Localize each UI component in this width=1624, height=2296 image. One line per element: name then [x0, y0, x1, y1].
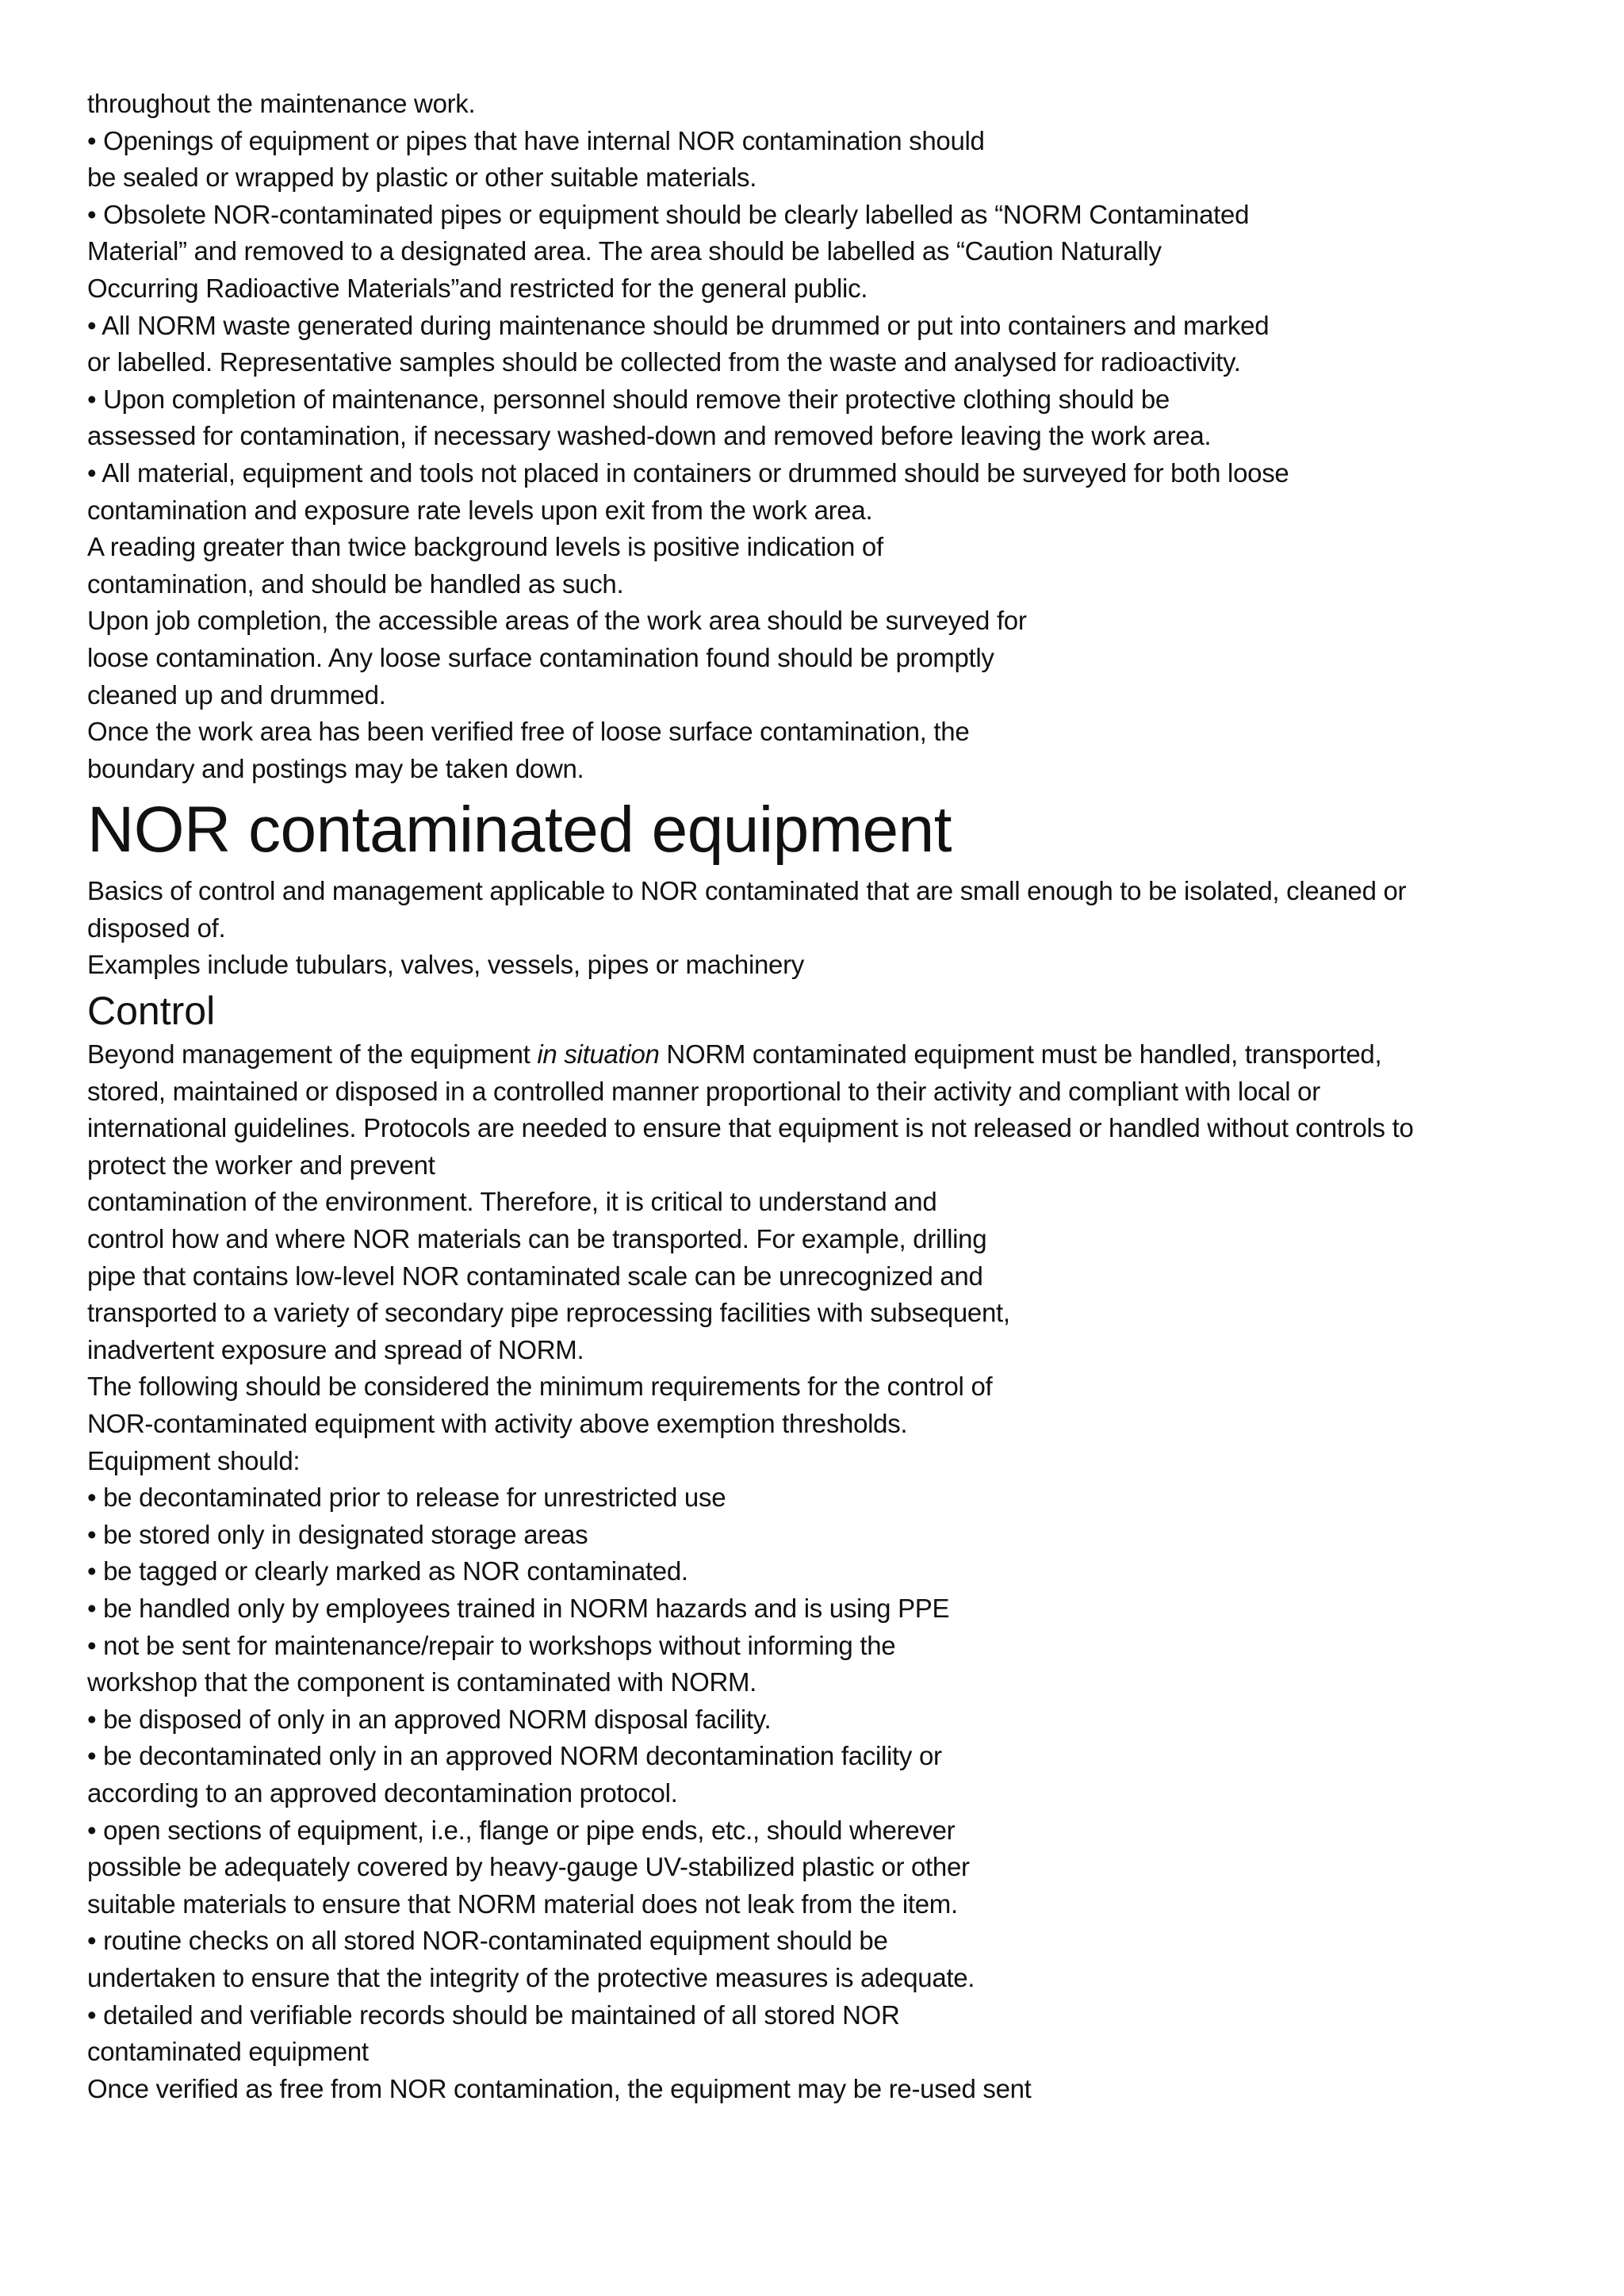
bullet-item: • be decontaminated prior to release for unrestricted use — [87, 1483, 726, 1513]
section-intro — [87, 873, 1578, 984]
text-line: protect the worker and prevent — [87, 1150, 435, 1180]
text-line: according to an approved decontamination protocol. — [87, 1777, 678, 1808]
text-line: inadvertent exposure and spread of NORM. — [87, 1334, 584, 1364]
text-line: Basics of control and management applicable to NOR contaminated that are small enough to be isolated, cleaned or — [87, 876, 1407, 906]
bullet-item: • be handled only by employees trained in NORM hazards and is using PPE — [87, 1593, 950, 1623]
text-line: or labelled. Representative samples should be collected from the waste and analysed for radioactivity. — [87, 347, 1241, 377]
text-line: possible be adequately covered by heavy-gauge UV-stabilized plastic or other — [87, 1852, 970, 1882]
text-line: control how and where NOR materials can be transported. For example, drilling — [87, 1224, 987, 1254]
bullet-item: • not be sent for maintenance/repair to workshops without informing the — [87, 1630, 896, 1660]
text-line: be sealed or wrapped by plastic or other suitable materials. — [87, 163, 757, 193]
bullet-item: • detailed and verifiable records should be maintained of all stored NOR — [87, 1999, 900, 2030]
bullet-item: • open sections of equipment, i.e., flange or pipe ends, etc., should wherever — [87, 1815, 956, 1845]
text-run: NORM contaminated equipment must be handled, transported, — [659, 1039, 1382, 1070]
text-line: contamination and exposure rate levels upon exit from the work area. — [87, 495, 873, 525]
text-line: assessed for contamination, if necessary washed-down and removed before leaving the work area. — [87, 421, 1212, 451]
text-line: • All material, equipment and tools not placed in containers or drummed should be surveyed for both loose — [87, 457, 1289, 488]
intro-text — [87, 86, 1578, 787]
bullet-item: • routine checks on all stored NOR-contaminated equipment should be — [87, 1926, 888, 1956]
text-run: Beyond management of the equipment — [87, 1039, 538, 1070]
document-page — [87, 86, 1578, 2107]
text-line: transported to a variety of secondary pipe reprocessing facilities with subsequent, — [87, 1298, 1010, 1328]
bullet-item: • be decontaminated only in an approved NORM decontamination facility or — [87, 1741, 942, 1771]
section-heading: NOR contaminated equipment — [87, 794, 952, 867]
text-line: international guidelines. Protocols are needed to ensure that equipment is not released or handled without controls to — [87, 1113, 1414, 1143]
text-line: suitable materials to ensure that NORM material does not leak from the item. — [87, 1888, 958, 1919]
bullet-item: • be tagged or clearly marked as NOR contaminated. — [87, 1556, 688, 1586]
text-line: Once the work area has been verified free of loose surface contamination, the — [87, 717, 970, 747]
italic-text-run: in situation — [537, 1039, 660, 1070]
text-line: contamination of the environment. Therefore, it is critical to understand and — [87, 1187, 937, 1217]
text-line: Occurring Radioactive Materials”and restricted for the general public. — [87, 273, 868, 303]
text-line: • Upon completion of maintenance, personnel should remove their protective clothing should be — [87, 384, 1170, 414]
text-line: Examples include tubulars, valves, vessels, pipes or machinery — [87, 950, 804, 980]
text-line: NOR-contaminated equipment with activity above exemption thresholds. — [87, 1409, 908, 1438]
text-line: contamination, and should be handled as such. — [87, 568, 624, 599]
text-line: A reading greater than twice background levels is positive indication of — [87, 532, 883, 562]
text-line: workshop that the component is contaminated with NORM. — [87, 1667, 757, 1697]
text-line: undertaken to ensure that the integrity of the protective measures is adequate. — [87, 1962, 975, 1992]
text-line: loose contamination. Any loose surface contamination found should be promptly — [87, 642, 994, 672]
text-line: boundary and postings may be taken down. — [87, 753, 584, 783]
control-text — [87, 1036, 1578, 2107]
text-line: contaminated equipment — [87, 2037, 369, 2067]
bullet-item: • be stored only in designated storage areas — [87, 1519, 588, 1549]
text-line: pipe that contains low-level NOR contaminated scale can be unrecognized and — [87, 1261, 983, 1291]
text-line: The following should be considered the minimum requirements for the control of — [87, 1372, 993, 1402]
control-subheading: Control — [87, 989, 216, 1034]
text-line: Equipment should: — [87, 1445, 301, 1475]
text-line: stored, maintained or disposed in a controlled manner proportional to their activity and compliant with local or — [87, 1076, 1320, 1106]
bullet-item: • be disposed of only in an approved NORM disposal facility. — [87, 1704, 772, 1734]
text-line: disposed of. — [87, 913, 226, 943]
text-line-mixed — [87, 1036, 1578, 1073]
text-line: Upon job completion, the accessible areas of the work area should be surveyed for — [87, 606, 1027, 636]
text-line: • Obsolete NOR-contaminated pipes or equipment should be clearly labelled as “NORM Contaminated — [87, 199, 1250, 229]
text-line: • All NORM waste generated during maintenance should be drummed or put into containers and marked — [87, 310, 1270, 340]
text-line: Material” and removed to a designated area. The area should be labelled as “Caution Naturally — [87, 236, 1162, 266]
text-line: throughout the maintenance work. — [87, 89, 476, 118]
text-line: Once verified as free from NOR contamination, the equipment may be re-used sent — [87, 2073, 1032, 2103]
text-line: cleaned up and drummed. — [87, 679, 386, 710]
text-line: • Openings of equipment or pipes that have internal NOR contamination should — [87, 125, 985, 155]
